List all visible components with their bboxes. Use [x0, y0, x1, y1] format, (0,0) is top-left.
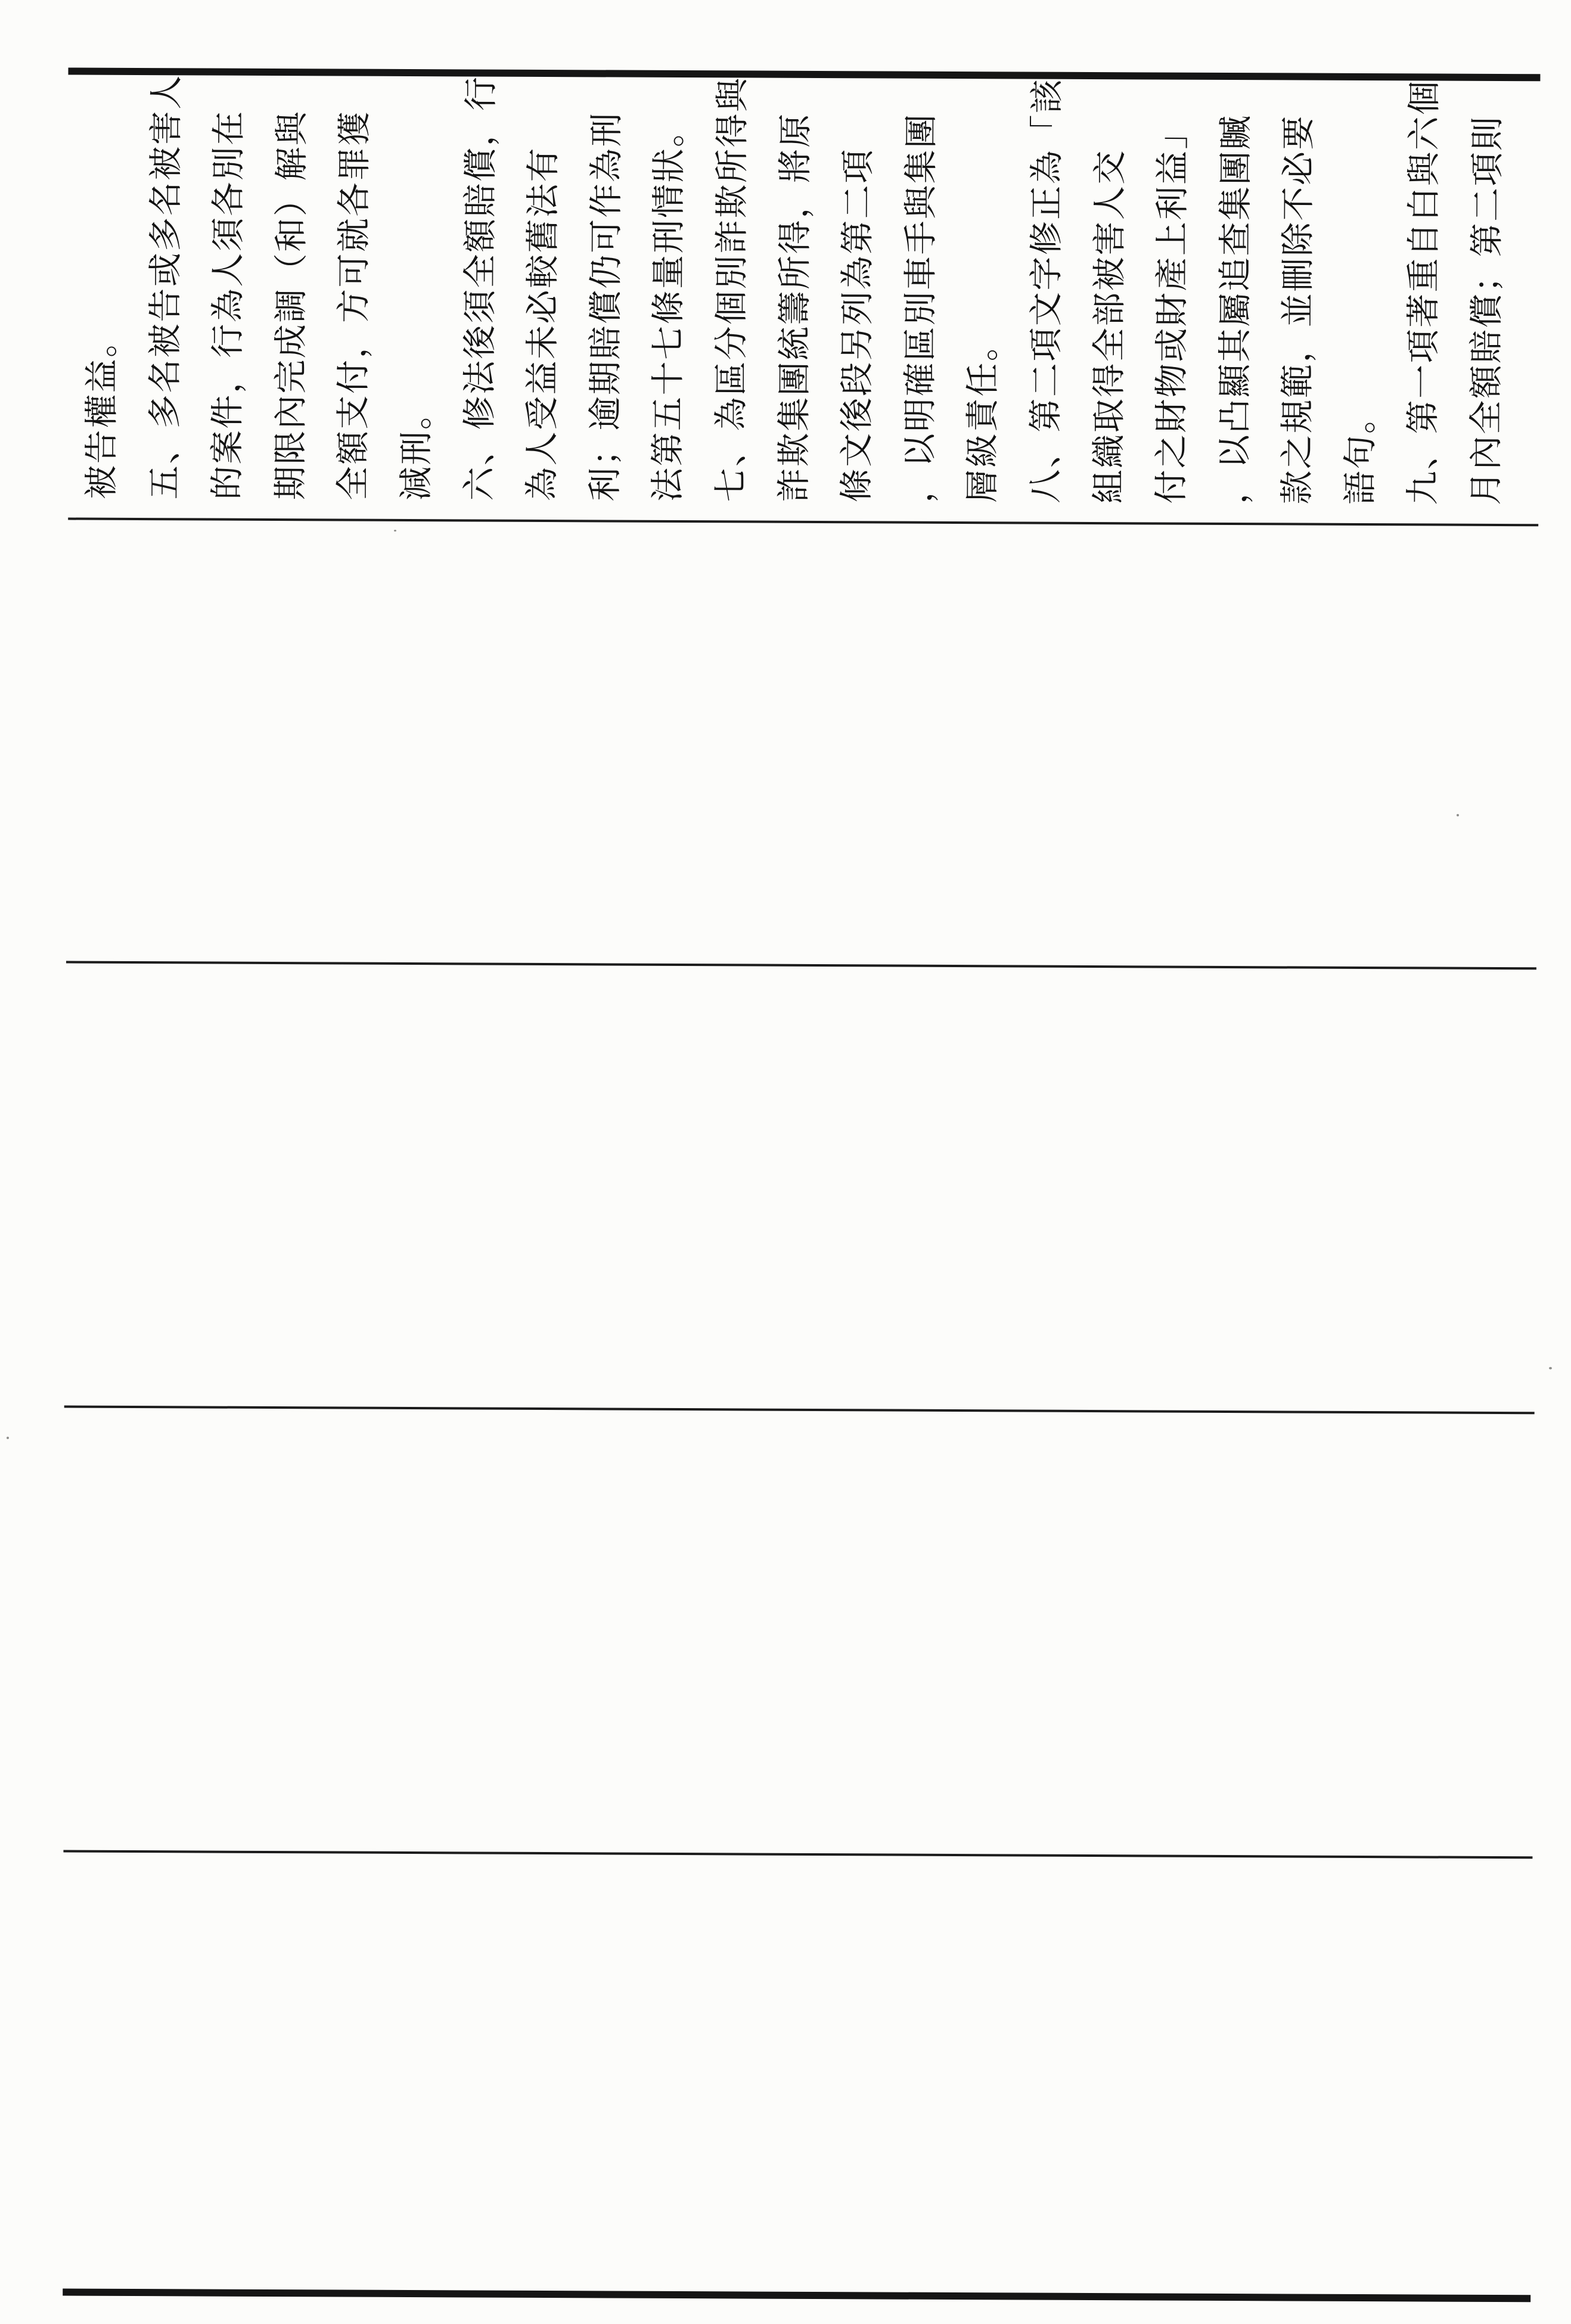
- text-line: 付之財物或財產上利益」: [1153, 113, 1193, 504]
- scan-noise-speck: [1457, 814, 1459, 816]
- scan-noise-speck: [394, 530, 396, 532]
- text-line: 減刑。: [398, 394, 436, 501]
- scan-noise-speck: [1549, 1367, 1552, 1369]
- scan-noise-speck: [7, 1437, 9, 1439]
- text-line: 五、多名被告或多名被害人: [145, 74, 186, 500]
- explanation-column-text: [70, 73, 1520, 506]
- text-line: 的案件，行為人須各別在: [209, 110, 249, 500]
- text-line: 為人受益未必較舊法有: [523, 146, 563, 502]
- table-column-divider-1: [68, 518, 1538, 527]
- text-line: 全額支付，方可就各罪獲: [334, 110, 374, 501]
- text-line: 期限內完成調（和）解與: [272, 110, 311, 501]
- text-line: 語句。: [1342, 398, 1380, 505]
- text-line: 組織取得全部被害人交: [1089, 148, 1129, 504]
- table-column-divider-4: [63, 1850, 1532, 1859]
- text-line: ，以凸顯其屬追查集團贓: [1216, 114, 1255, 505]
- table-column-divider-3: [64, 1405, 1535, 1414]
- text-line: 月內全額賠償；第二項則: [1467, 115, 1507, 506]
- text-line: 被告權益。: [83, 322, 122, 499]
- table-outer-border-bottom: [63, 2288, 1530, 2302]
- text-line: 法第五十七條量刑情狀。: [649, 111, 689, 502]
- text-line: ，以明確區別車手與集團: [901, 113, 940, 503]
- text-line: 七、為區分個別詐欺所得與: [712, 76, 752, 502]
- text-line: 詐欺集團統籌所得，將原: [775, 112, 815, 502]
- text-line: 條文後段另列為第二項: [838, 148, 878, 503]
- text-line: 款之規範，並刪除不必要: [1278, 114, 1318, 505]
- text-line: 九、第一項著重自白與六個: [1404, 79, 1444, 505]
- table-column-divider-2: [66, 961, 1536, 970]
- text-line: 層級責任。: [964, 325, 1002, 504]
- text-line: 六、修法後須全額賠償，行: [460, 75, 501, 501]
- text-line: 八、第二項文字修正為「該: [1027, 77, 1067, 504]
- text-line: 利；逾期賠償仍可作為刑: [586, 111, 626, 502]
